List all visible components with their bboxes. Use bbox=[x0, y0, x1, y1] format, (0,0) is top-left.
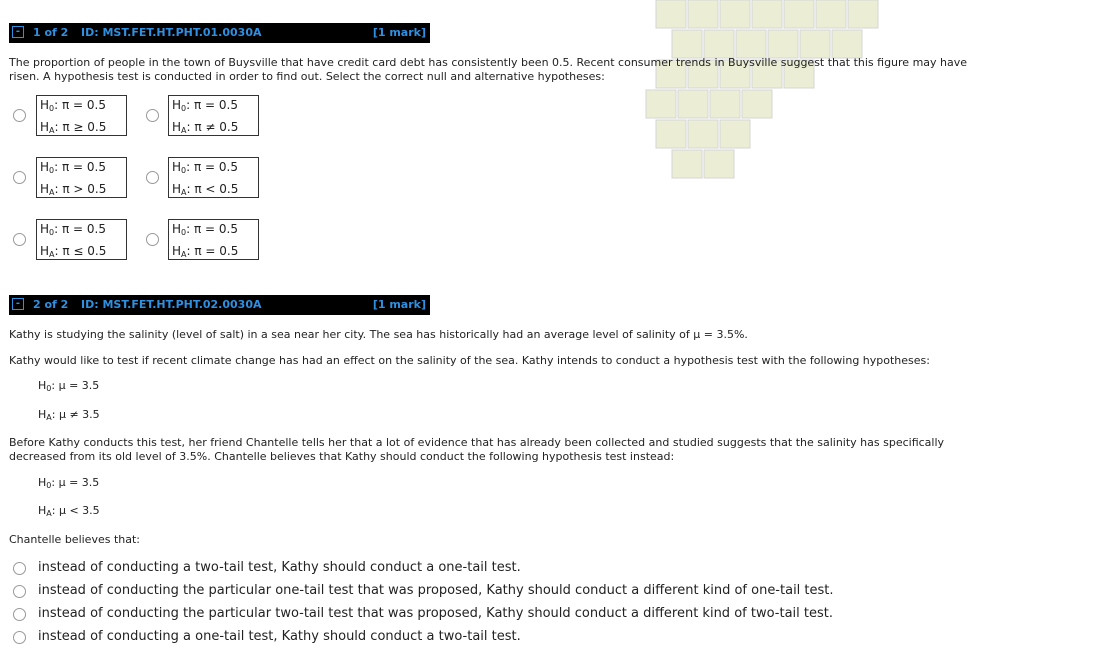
collapse-question-1-button[interactable]: - bbox=[12, 26, 24, 38]
q2-option-4-radio[interactable] bbox=[13, 631, 26, 644]
q1-option-6-h0: π = 0.5 bbox=[193, 222, 238, 236]
q2-option-2-label[interactable]: instead of conducting the particular one-tail test that was proposed, Kathy should conduct a different kind of one-tail test. bbox=[38, 583, 834, 598]
question-2-id: ID: MST.FET.HT.PHT.02.0030A bbox=[81, 298, 262, 311]
kathy-null-hypothesis: $H_0$: μ = 3.5 bbox=[38, 379, 100, 393]
q1-option-2-box[interactable]: $H_0$: π = 0.5 $H_A$: π ≠ 0.5 bbox=[168, 95, 259, 136]
kathy-alternative-hypothesis: $H_A$: μ ≠ 3.5 bbox=[38, 408, 100, 422]
question-1-prompt: The proportion of people in the town of Buysville that have credit card debt has consistently been 0.5. Recent consumer trends in Buysville suggest that this figure may have risen. A hypothesis test is conducted in order to find out. Select the correct null and alternative hypotheses: bbox=[9, 56, 968, 83]
q1-option-5-h0: π = 0.5 bbox=[61, 222, 106, 236]
q2-option-3-label[interactable]: instead of conducting the particular two-tail test that was proposed, Kathy should conduct a different kind of two-tail test. bbox=[38, 606, 833, 621]
q1-option-4-ha: π < 0.5 bbox=[194, 182, 239, 196]
question-2-marks: [1 mark] bbox=[372, 298, 426, 311]
dice-watermark-image bbox=[636, 0, 894, 185]
q1-option-5-radio[interactable] bbox=[13, 233, 26, 246]
question-1-header bbox=[9, 23, 430, 43]
q1-option-6-box[interactable]: $H_0$: π = 0.5 $H_A$: π = 0.5 bbox=[168, 219, 259, 260]
q1-option-1-box[interactable]: $H_0$: π = 0.5 $H_A$: π ≥ 0.5 bbox=[36, 95, 127, 136]
question-2-number: 2 of 2 bbox=[33, 298, 69, 311]
q1-option-2-ha: π ≠ 0.5 bbox=[194, 120, 239, 134]
q2-option-1-label[interactable]: instead of conducting a two-tail test, Kathy should conduct a one-tail test. bbox=[38, 560, 521, 575]
question-2-paragraph-2: Kathy would like to test if recent climate change has had an effect on the salinity of the sea. Kathy intends to conduct a hypothesis test with the following hypotheses: bbox=[9, 354, 930, 367]
question-1-number: 1 of 2 bbox=[33, 26, 69, 39]
q1-option-3-box[interactable]: $H_0$: π = 0.5 $H_A$: π > 0.5 bbox=[36, 157, 127, 198]
q2-option-4-label[interactable]: instead of conducting a one-tail test, Kathy should conduct a two-tail test. bbox=[38, 629, 521, 644]
q1-option-1-radio[interactable] bbox=[13, 109, 26, 122]
collapse-question-2-button[interactable]: - bbox=[12, 298, 24, 310]
q2-option-2-radio[interactable] bbox=[13, 585, 26, 598]
chantelle-alternative-hypothesis: $H_A$: μ < 3.5 bbox=[38, 504, 100, 518]
question-1-id: ID: MST.FET.HT.PHT.01.0030A bbox=[81, 26, 262, 39]
q1-option-3-ha: π > 0.5 bbox=[62, 182, 107, 196]
question-2-header bbox=[9, 295, 430, 315]
q1-option-5-ha: π ≤ 0.5 bbox=[62, 244, 107, 258]
question-2-paragraph-1: Kathy is studying the salinity (level of salt) in a sea near her city. The sea has historically had an average level of salinity of μ = 3.5%. bbox=[9, 328, 748, 341]
q1-option-4-box[interactable]: $H_0$: π = 0.5 $H_A$: π < 0.5 bbox=[168, 157, 259, 198]
q1-option-2-radio[interactable] bbox=[146, 109, 159, 122]
chantelle-null-hypothesis: $H_0$: μ = 3.5 bbox=[38, 476, 100, 490]
q1-option-4-h0: π = 0.5 bbox=[193, 160, 238, 174]
question-2-paragraph-3: Before Kathy conducts this test, her friend Chantelle tells her that a lot of evidence that has already been collected and studied suggests that the salinity has specifically decreased from its old level of 3.5%. Chantelle believes that Kathy should conduct the following hypothesis test instead: bbox=[9, 436, 945, 463]
q2-option-1-radio[interactable] bbox=[13, 562, 26, 575]
question-2-paragraph-4: Chantelle believes that: bbox=[9, 533, 141, 546]
q1-option-2-h0: π = 0.5 bbox=[193, 98, 238, 112]
q1-option-1-h0: π = 0.5 bbox=[61, 98, 106, 112]
q1-option-3-h0: π = 0.5 bbox=[61, 160, 106, 174]
q1-option-6-ha: π = 0.5 bbox=[194, 244, 239, 258]
q1-option-1-ha: π ≥ 0.5 bbox=[62, 120, 107, 134]
q2-option-3-radio[interactable] bbox=[13, 608, 26, 621]
q1-option-4-radio[interactable] bbox=[146, 171, 159, 184]
q1-option-5-box[interactable]: $H_0$: π = 0.5 $H_A$: π ≤ 0.5 bbox=[36, 219, 127, 260]
q1-option-3-radio[interactable] bbox=[13, 171, 26, 184]
q1-option-6-radio[interactable] bbox=[146, 233, 159, 246]
question-1-marks: [1 mark] bbox=[372, 26, 426, 39]
